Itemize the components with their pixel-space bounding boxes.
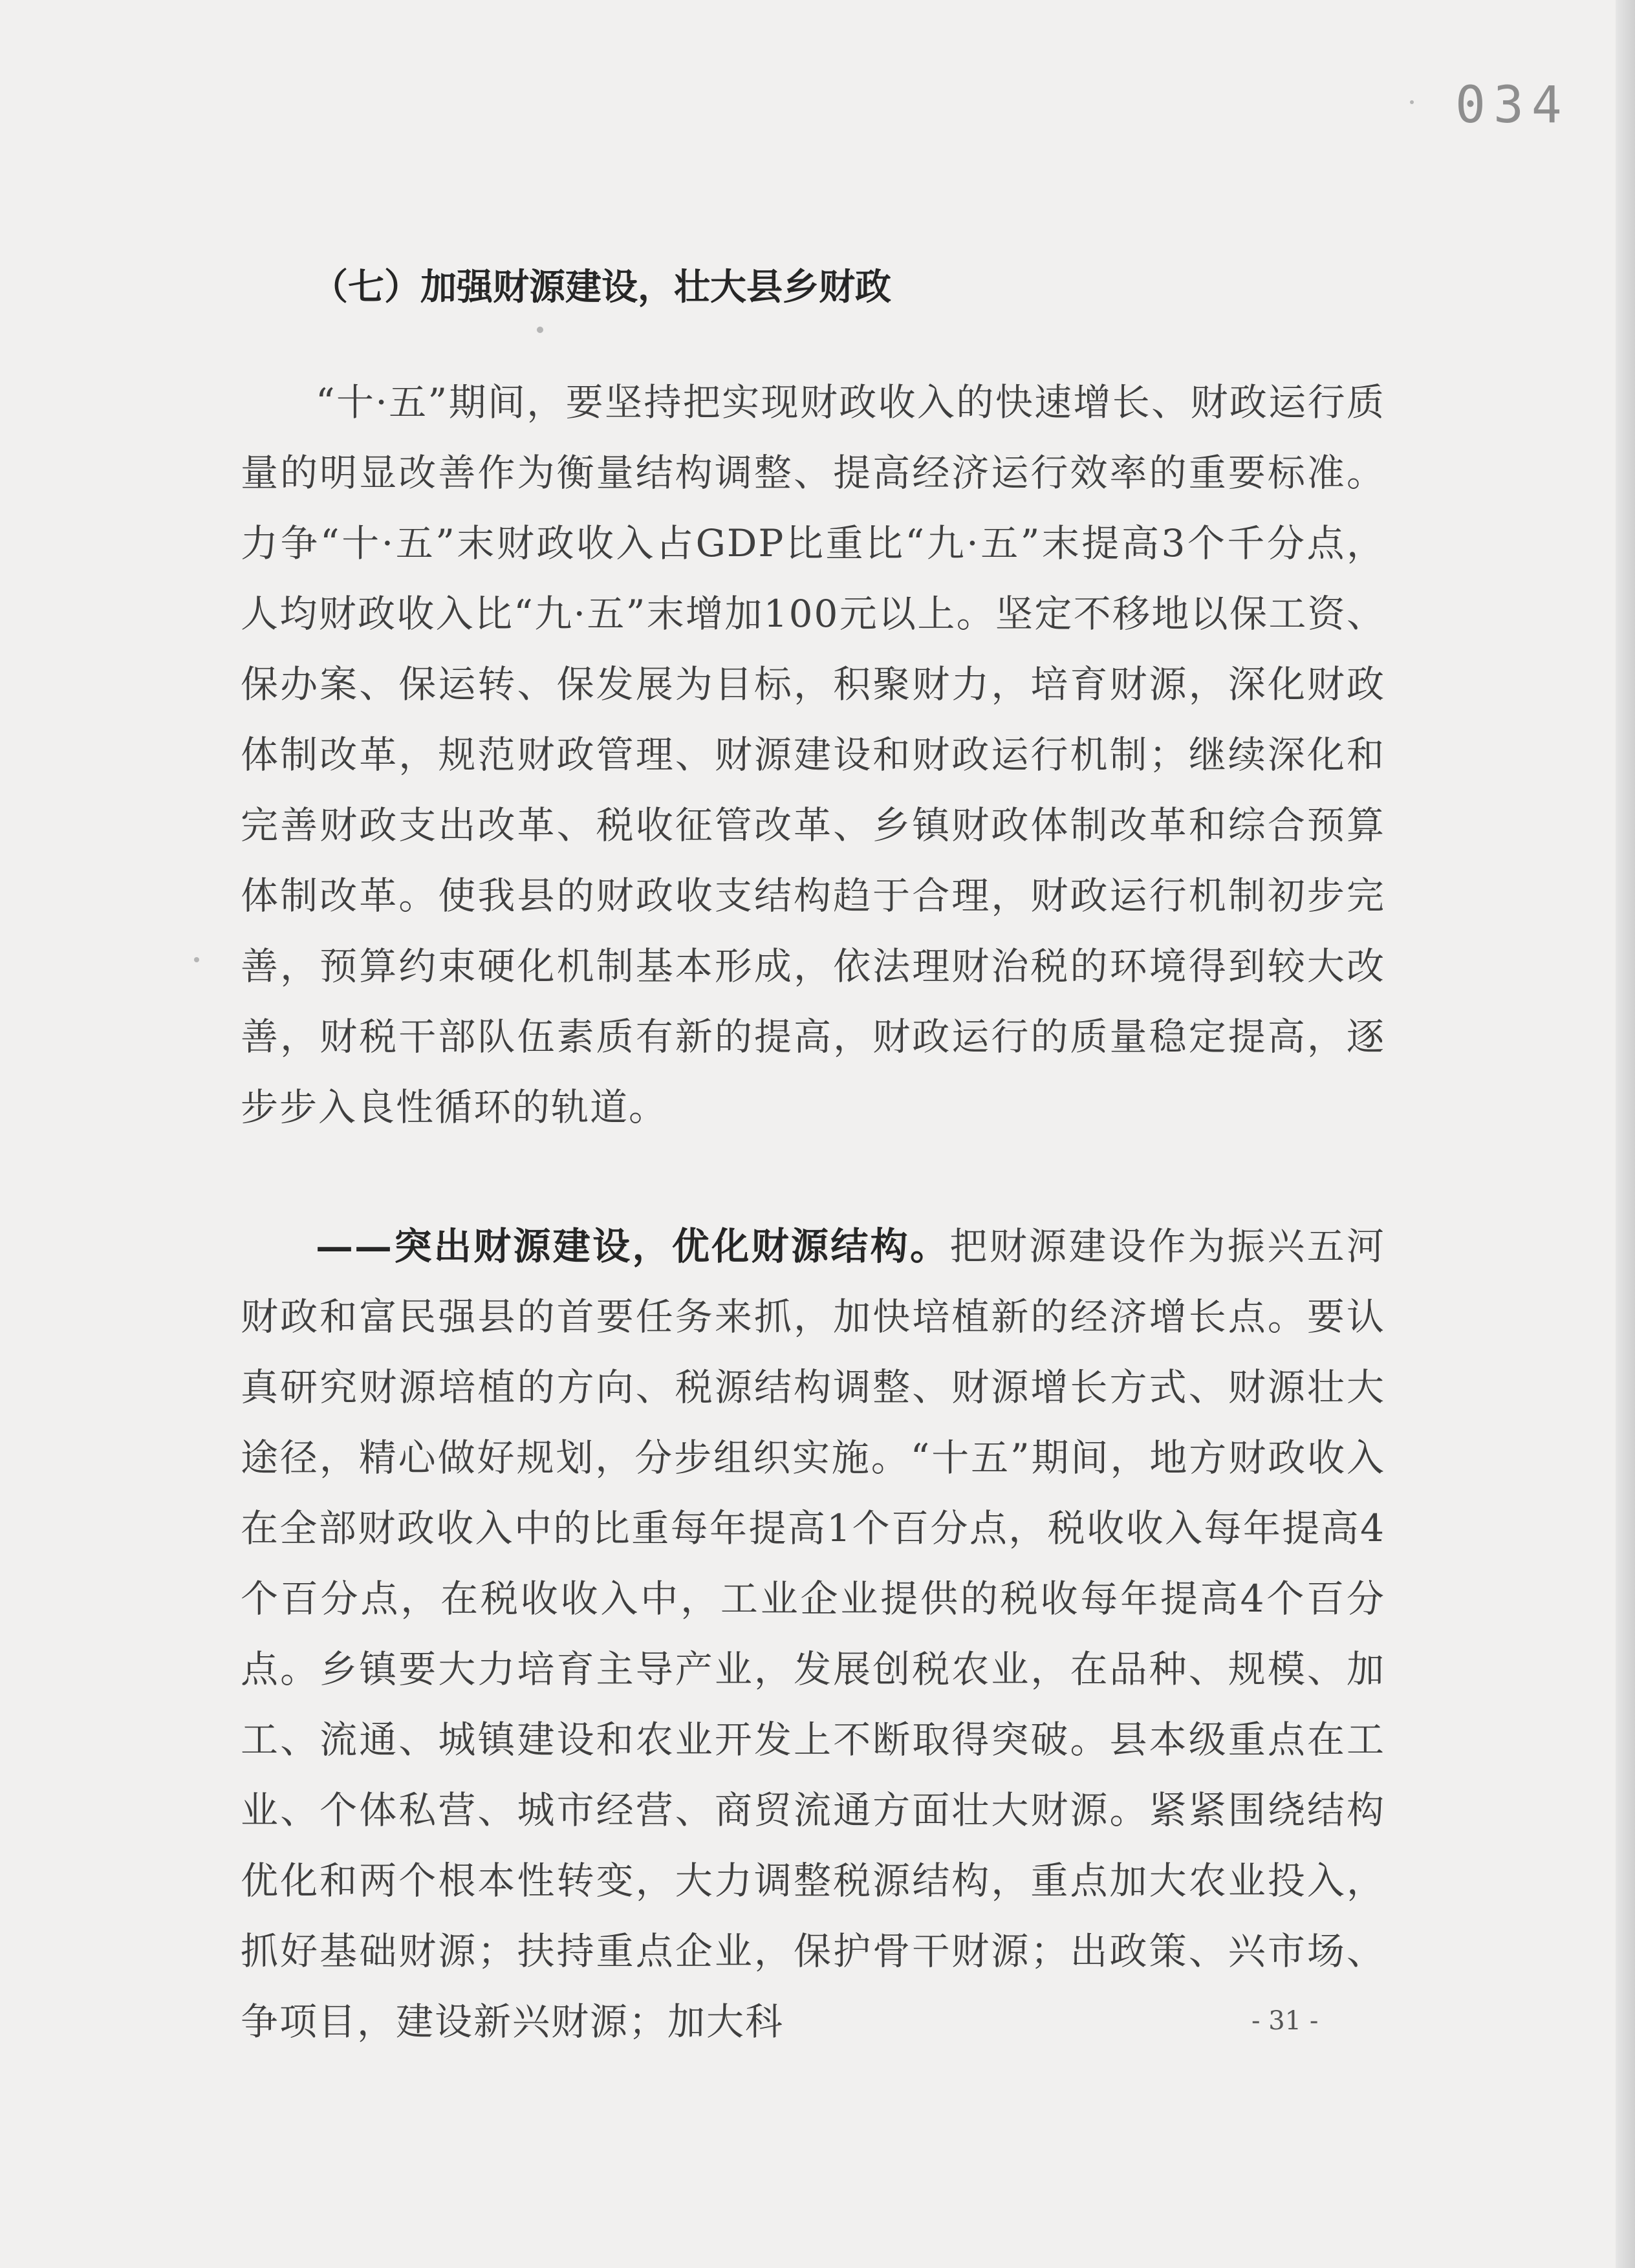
scan-speck xyxy=(1410,100,1414,104)
section-heading: （七）加强财源建设，壮大县乡财政 xyxy=(312,266,891,308)
paragraph-lead: ——突出财源建设，优化财源结构。 xyxy=(316,1224,950,1268)
paragraph-revenue-sources xyxy=(241,1211,1385,2057)
scan-speck xyxy=(194,957,199,962)
paragraph-finance-goals: “十·五”期间，要坚持把实现财政收入的快速增长、财政运行质量的明显改善作为衡量结构调整、提高经济运行效率的重要标准。力争“十·五”末财政收入占GDP比重比“九·五”末提高3个千分点，人均财政收入比“九·五”末增加100元以上。坚定不移地以保工资、保办案、保运转、保发展为目标，积聚财力，培育财源，深化财政体制改革，规范财政管理、财源建设和财政运行机制；继续深化和完善财政支出改革、税收征管改革、乡镇财政体制改革和综合预算体制改革。使我县的财政收支结构趋于合理，财政运行机制初步完善，预算约束硬化机制基本形成，依法理财治税的环境得到较大改善，财税干部队伍素质有新的提高，财政运行的质量稳定提高，逐步步入良性循环的轨道。 xyxy=(241,380,1385,1129)
archive-number-stamp: 034 xyxy=(1455,76,1570,135)
paragraph-body: 把财源建设作为振兴五河财政和富民强县的首要任务来抓，加快培植新的经济增长点。要认真研究财源培植的方向、税源结构调整、财源增长方式、财源壮大途径，精心做好规划，分步组织实施。“十五”期间，地方财政收入在全部财政收入中的比重每年提高1个百分点，税收收入每年提高4个百分点，在税收收入中，工业企业提供的税收每年提高4个百分点。乡镇要大力培育主导产业，发展创税农业，在品种、规模、加工、流通、城镇建设和农业开发上不断取得突破。县本级重点在工业、个体私营、城市经营、商贸流通方面壮大财源。紧紧围绕结构优化和两个根本性转变，大力调整税源结构，重点加大农业投入，抓好基础财源；扶持重点企业，保护骨干财源；出政策、兴市场、争项目，建设新兴财源；加大科 xyxy=(241,1224,1385,2044)
scan-speck xyxy=(537,327,543,333)
scan-edge xyxy=(1616,0,1635,2268)
page-number: - 31 - xyxy=(1251,2006,1319,2036)
